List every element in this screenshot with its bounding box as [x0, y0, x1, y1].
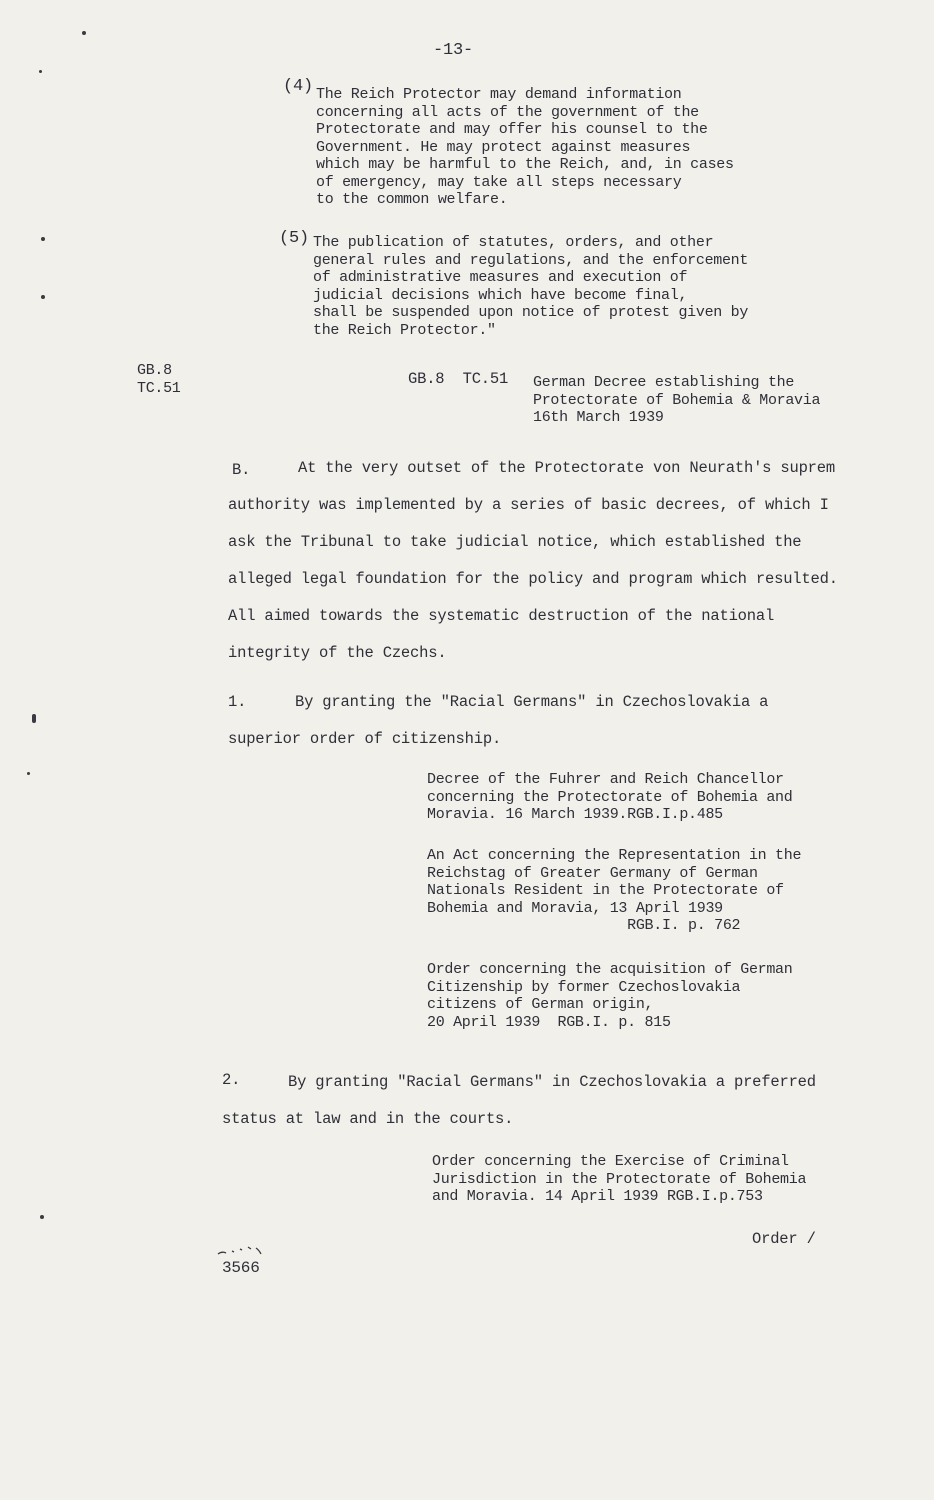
item-5-line: The publication of statutes, orders, and other: [313, 234, 714, 251]
margin-ref-line: GB.8: [137, 362, 172, 379]
reference-line: 20 April 1939 RGB.I. p. 815: [427, 1013, 671, 1031]
citation-line: 16th March 1939: [533, 409, 664, 426]
item-5-line: of administrative measures and execution of: [313, 269, 688, 286]
scribble-icon: [216, 1245, 264, 1257]
reference-block: [427, 961, 792, 1031]
handwritten-mark: [216, 1244, 264, 1256]
section-b-line: At the very outset of the Protectorate von Neurath's suprem: [298, 459, 835, 477]
point-2-line: status at law and in the courts.: [222, 1110, 514, 1128]
reference-block: [427, 847, 801, 935]
point-2-line: By granting "Racial Germans" in Czechoslovakia a preferred: [288, 1073, 816, 1091]
section-b-line: authority was implemented by a series of basic decrees, of which I: [228, 496, 829, 514]
item-5-line: judicial decisions which have become final,: [313, 286, 688, 304]
section-b-paragraph: [228, 450, 838, 672]
scan-speck: [39, 70, 42, 73]
item-4-line: to the common welfare.: [316, 191, 508, 208]
reference-line: citizens of German origin,: [427, 996, 654, 1013]
punch-mark: [32, 714, 36, 723]
reference-line: Jurisdiction in the Protectorate of Bohemia: [432, 1170, 807, 1188]
item-4-line: The Reich Protector may demand information: [316, 86, 682, 103]
reference-line: Order concerning the Exercise of Criminal: [432, 1153, 789, 1170]
margin-reference: [137, 362, 181, 398]
citation-line: German Decree establishing the: [533, 374, 795, 391]
item-4-line: concerning all acts of the government of the: [316, 103, 699, 121]
point-1-line: superior order of citizenship.: [228, 730, 502, 748]
scan-speck: [27, 772, 30, 775]
reference-line: Citizenship by former Czechoslovakia: [427, 978, 741, 996]
scan-speck: [40, 1215, 44, 1219]
item-5-text: [313, 234, 748, 339]
reference-line: Reichstag of Greater Germany of German: [427, 864, 758, 882]
margin-ref-line: TC.51: [137, 380, 181, 397]
section-b-line: integrity of the Czechs.: [228, 644, 447, 662]
reference-line: Order concerning the acquisition of German: [427, 961, 793, 978]
reference-line: RGB.I. p. 762: [427, 917, 741, 934]
item-4-text: [316, 86, 734, 209]
item-5-number: (5): [279, 229, 310, 248]
section-b-line: All aimed towards the systematic destruction of the national: [228, 607, 775, 625]
citation-line: Protectorate of Bohemia & Moravia: [533, 391, 821, 409]
reference-block: [427, 771, 792, 824]
reference-line: Decree of the Fuhrer and Reich Chancellor: [427, 771, 784, 788]
section-b-label: B.: [232, 461, 251, 479]
page-number: -13-: [433, 41, 474, 60]
item-5-line: general rules and regulations, and the enforcement: [313, 251, 749, 269]
reference-line: An Act concerning the Representation in the: [427, 847, 802, 864]
reference-line: and Moravia. 14 April 1939 RGB.I.p.753: [432, 1188, 763, 1205]
item-5-line: the Reich Protector.": [313, 321, 496, 339]
point-2-paragraph: [222, 1064, 816, 1138]
point-1-number: 1.: [228, 693, 247, 711]
scan-speck: [41, 295, 45, 299]
item-4-number: (4): [283, 77, 314, 96]
reference-line: Nationals Resident in the Protectorate of: [427, 882, 784, 899]
point-1-paragraph: [228, 684, 768, 758]
section-b-line: ask the Tribunal to take judicial notice, which established the: [228, 533, 802, 551]
reference-line: Bohemia and Moravia, 13 April 1939: [427, 899, 723, 917]
item-5-line: shall be suspended upon notice of protest given by: [313, 304, 749, 321]
item-4-line: Protectorate and may offer his counsel to the: [316, 121, 708, 138]
section-b-line: alleged legal foundation for the policy and program which resulted.: [228, 570, 838, 588]
citation-text: [533, 374, 820, 427]
document-number: 3566: [222, 1259, 260, 1277]
item-4-line: which may be harmful to the Reich, and, in cases: [316, 156, 734, 173]
citation-ref: GB.8 TC.51: [408, 370, 509, 388]
reference-block: [432, 1153, 806, 1206]
item-4-line: of emergency, may take all steps necessary: [316, 173, 682, 191]
reference-line: concerning the Protectorate of Bohemia and: [427, 788, 793, 806]
catchword: Order /: [752, 1230, 816, 1248]
point-2-number: 2.: [222, 1071, 241, 1089]
reference-line: Moravia. 16 March 1939.RGB.I.p.485: [427, 806, 723, 823]
scan-speck: [82, 31, 86, 35]
point-1-line: By granting the "Racial Germans" in Czechoslovakia a: [295, 693, 769, 711]
item-4-line: Government. He may protect against measures: [316, 138, 691, 156]
scan-speck: [41, 237, 45, 241]
